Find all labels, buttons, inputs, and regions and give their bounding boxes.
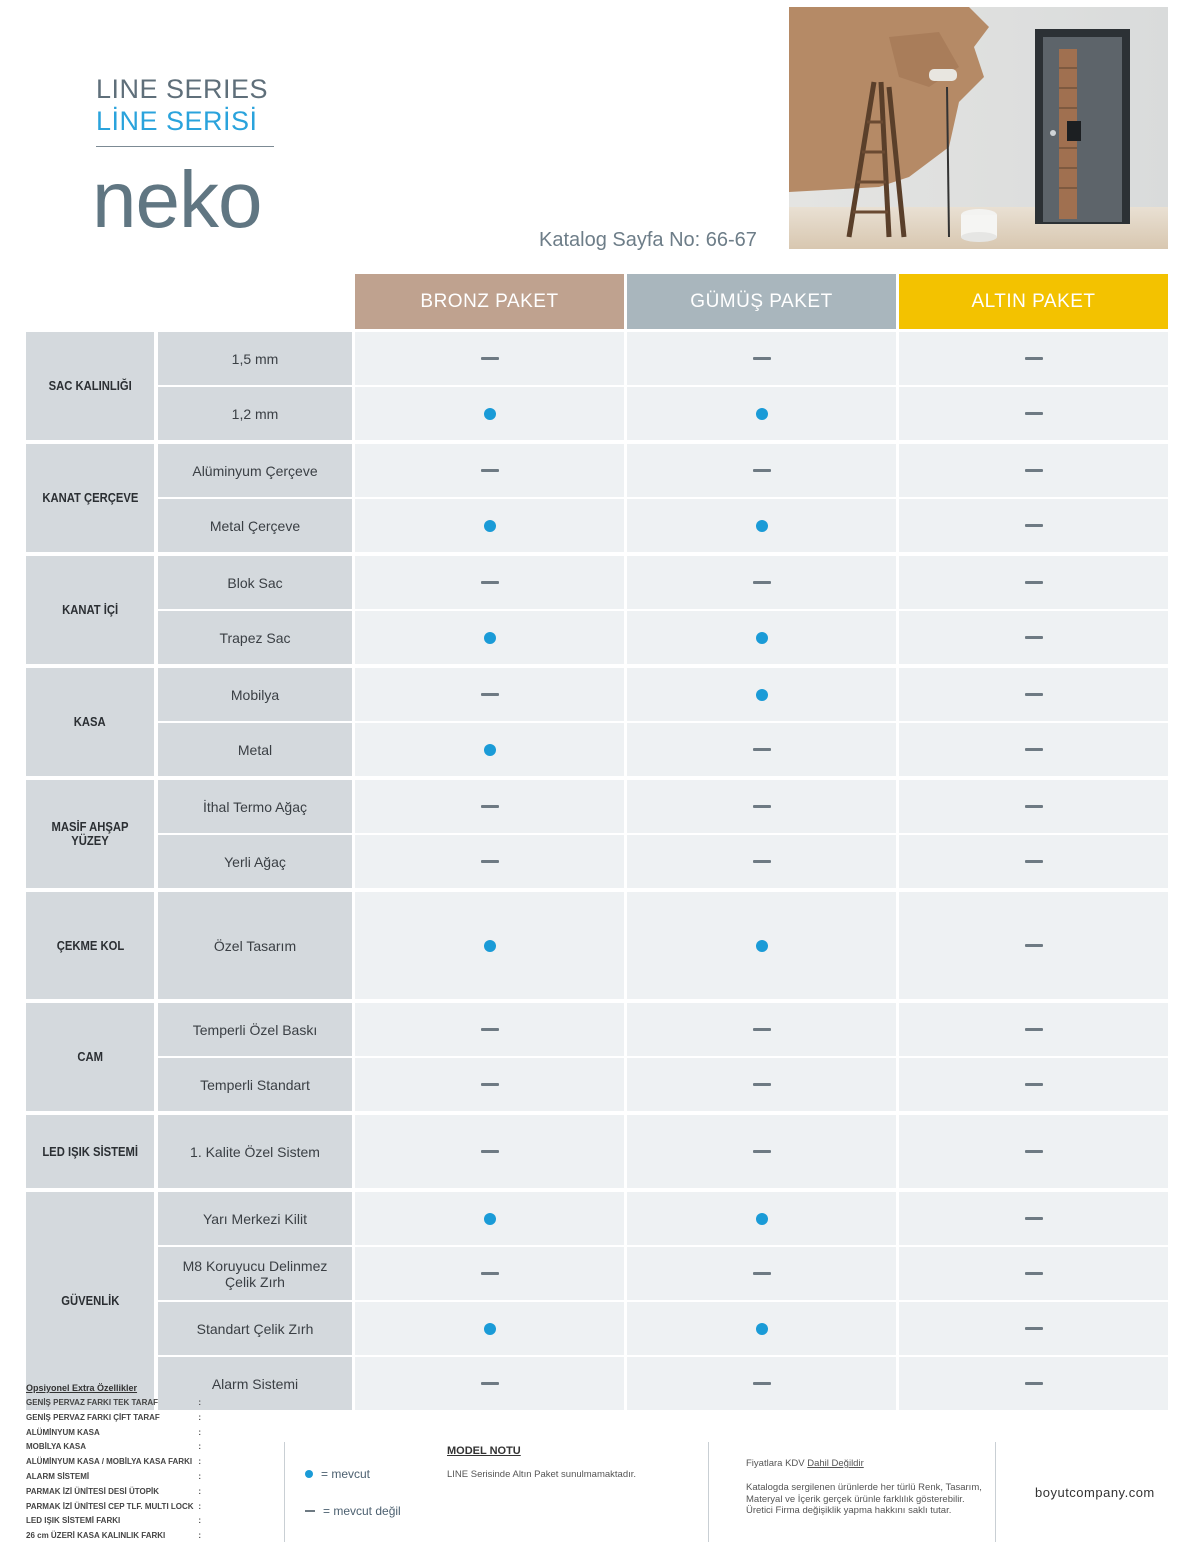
category-label xyxy=(26,668,154,776)
value-cell xyxy=(355,1115,624,1188)
extra-item-separator: : xyxy=(198,1516,201,1526)
not-available-dash-icon xyxy=(1025,805,1043,808)
value-cell xyxy=(627,780,896,833)
feature-label: 1. Kalite Özel Sistem xyxy=(158,1115,352,1188)
extra-item-separator: : xyxy=(198,1427,201,1437)
value-cell xyxy=(627,892,896,999)
title-divider xyxy=(96,146,274,147)
value-cell xyxy=(355,499,624,552)
value-cell xyxy=(899,668,1168,721)
extra-item-label: ALÜMİNYUM KASA / MOBİLYA KASA FARKI xyxy=(26,1457,193,1467)
not-available-dash-icon xyxy=(1025,1382,1043,1385)
available-dot-icon xyxy=(756,632,768,644)
model-note-text: LINE Serisinde Altın Paket sunulmamaktadır. xyxy=(447,1469,637,1480)
available-dot-icon xyxy=(484,408,496,420)
not-available-dash-icon xyxy=(753,860,771,863)
not-available-dash-icon xyxy=(481,581,499,584)
feature-label: Mobilya xyxy=(158,668,352,721)
extra-item xyxy=(26,1442,201,1451)
not-available-dash-icon xyxy=(1025,469,1043,472)
value-cell xyxy=(899,780,1168,833)
value-cell xyxy=(899,556,1168,609)
price-note-prefix: Fiyatlara KDV xyxy=(746,1458,808,1469)
value-cell xyxy=(355,835,624,888)
value-cell xyxy=(355,668,624,721)
feature-label: M8 Koruyucu Delinmez Çelik Zırh xyxy=(158,1247,352,1300)
category-label xyxy=(26,556,154,664)
not-available-dash-icon xyxy=(753,469,771,472)
category-label-text: KANAT İÇİ xyxy=(61,603,119,617)
extra-item-label: PARMAK İZİ ÜNİTESİ DESİ ÜTOPİK xyxy=(26,1486,160,1496)
value-cell xyxy=(899,1357,1168,1410)
category-label xyxy=(26,892,154,999)
available-dot-icon xyxy=(484,632,496,644)
not-available-dash-icon xyxy=(1025,1272,1043,1275)
not-available-dash-icon xyxy=(1025,693,1043,696)
feature-label: Trapez Sac xyxy=(158,611,352,664)
not-available-dash-icon xyxy=(305,1510,315,1512)
value-cell xyxy=(899,387,1168,440)
value-cell xyxy=(627,1192,896,1245)
value-cell xyxy=(627,1357,896,1410)
category-label xyxy=(26,332,154,440)
value-cell xyxy=(899,1192,1168,1245)
footer-divider xyxy=(995,1442,996,1542)
extra-item-label: GENİŞ PERVAZ FARKI ÇİFT TARAF xyxy=(26,1412,160,1422)
available-dot-icon xyxy=(484,744,496,756)
value-cell xyxy=(355,556,624,609)
not-available-dash-icon xyxy=(1025,524,1043,527)
not-available-dash-icon xyxy=(1025,1217,1043,1220)
extra-item xyxy=(26,1398,201,1407)
value-cell xyxy=(355,1302,624,1355)
value-cell xyxy=(355,1192,624,1245)
value-cell xyxy=(355,1247,624,1300)
available-dot-icon xyxy=(484,940,496,952)
package-header-gold: ALTIN PAKET xyxy=(899,274,1168,329)
feature-label: Metal Çerçeve xyxy=(158,499,352,552)
not-available-dash-icon xyxy=(481,1028,499,1031)
value-cell xyxy=(899,892,1168,999)
value-cell xyxy=(355,1058,624,1111)
available-dot-icon xyxy=(484,520,496,532)
extra-item-label: 26 cm ÜZERİ KASA KALINLIK FARKI xyxy=(26,1531,166,1541)
extra-item-separator: : xyxy=(198,1486,201,1496)
value-cell xyxy=(627,1302,896,1355)
value-cell xyxy=(355,1357,624,1410)
feature-label: Alüminyum Çerçeve xyxy=(158,444,352,497)
category-label-text: KASA xyxy=(74,715,106,729)
available-dot-icon xyxy=(756,689,768,701)
not-available-dash-icon xyxy=(753,1150,771,1153)
category-label-text: MASİF AHŞAP YÜZEY xyxy=(51,820,129,848)
footer-divider xyxy=(284,1442,285,1542)
feature-label: Blok Sac xyxy=(158,556,352,609)
not-available-dash-icon xyxy=(481,469,499,472)
feature-label: İthal Termo Ağaç xyxy=(158,780,352,833)
feature-label: Temperli Özel Baskı xyxy=(158,1003,352,1056)
value-cell xyxy=(627,1115,896,1188)
value-cell xyxy=(899,1115,1168,1188)
not-available-dash-icon xyxy=(753,748,771,751)
not-available-dash-icon xyxy=(1025,1083,1043,1086)
not-available-dash-icon xyxy=(481,805,499,808)
legend-not-available xyxy=(305,1504,401,1518)
available-dot-icon xyxy=(756,940,768,952)
extra-item-label: GENİŞ PERVAZ FARKI TEK TARAF xyxy=(26,1398,159,1407)
feature-label: Yerli Ağaç xyxy=(158,835,352,888)
value-cell xyxy=(627,499,896,552)
legend-available-label: = mevcut xyxy=(321,1467,371,1481)
value-cell xyxy=(899,1247,1168,1300)
category-label-text: ÇEKME KOL xyxy=(56,938,124,953)
value-cell xyxy=(355,1003,624,1056)
available-dot-icon xyxy=(756,1323,768,1335)
value-cell xyxy=(627,444,896,497)
extra-item-label: LED IŞIK SİSTEMİ FARKI xyxy=(26,1516,121,1526)
package-header-bronze: BRONZ PAKET xyxy=(355,274,624,329)
legend-not-available-label: = mevcut değil xyxy=(323,1504,401,1518)
available-dot-icon xyxy=(756,1213,768,1225)
not-available-dash-icon xyxy=(1025,860,1043,863)
package-header-silver: GÜMÜŞ PAKET xyxy=(627,274,896,329)
feature-label: 1,2 mm xyxy=(158,387,352,440)
category-label xyxy=(26,1192,154,1410)
feature-label: 1,5 mm xyxy=(158,332,352,385)
extra-item xyxy=(26,1502,201,1511)
value-cell xyxy=(627,1058,896,1111)
value-cell xyxy=(899,723,1168,776)
available-dot-icon xyxy=(484,1323,496,1335)
value-cell xyxy=(899,1302,1168,1355)
model-note-title: MODEL NOTU xyxy=(447,1445,521,1457)
category-label-text: SAC KALINLIĞI xyxy=(48,379,132,393)
category-label xyxy=(26,444,154,552)
extra-item-label: ALÜMİNYUM KASA xyxy=(26,1427,100,1437)
model-name: neko xyxy=(92,155,262,244)
feature-label: Temperli Standart xyxy=(158,1058,352,1111)
feature-label: Alarm Sistemi xyxy=(158,1357,352,1410)
value-cell xyxy=(627,387,896,440)
feature-label: Standart Çelik Zırh xyxy=(158,1302,352,1355)
category-label-text: LED IŞIK SİSTEMİ xyxy=(42,1144,138,1159)
category-label xyxy=(26,1003,154,1111)
value-cell xyxy=(899,332,1168,385)
value-cell xyxy=(627,556,896,609)
extra-item-label: PARMAK İZİ ÜNİTESİ CEP TLF. MULTI LOCK xyxy=(26,1501,194,1511)
extra-item-separator: : xyxy=(198,1501,201,1511)
legend-available xyxy=(305,1467,370,1481)
not-available-dash-icon xyxy=(1025,636,1043,639)
not-available-dash-icon xyxy=(1025,944,1043,947)
extra-item-separator: : xyxy=(198,1457,201,1467)
disclaimer: Katalogda sergilenen ürünlerde her türlü Renk, Tasarım, Materyal ve İçerik gerçek ürünle farklılık gösterebilir. Üretici Firma değişiklik yapma hakkını saklı tutar. xyxy=(746,1482,982,1516)
not-available-dash-icon xyxy=(753,581,771,584)
extra-item-separator: : xyxy=(198,1398,201,1407)
extra-item-label: MOBİLYA KASA xyxy=(26,1442,87,1452)
series-title-tr: LİNE SERİSİ xyxy=(96,106,258,136)
extra-item-separator: : xyxy=(198,1412,201,1422)
not-available-dash-icon xyxy=(753,1028,771,1031)
value-cell xyxy=(355,780,624,833)
category-label xyxy=(26,780,154,888)
value-cell xyxy=(899,835,1168,888)
value-cell xyxy=(899,499,1168,552)
value-cell xyxy=(899,1058,1168,1111)
value-cell xyxy=(899,611,1168,664)
extra-item xyxy=(26,1457,201,1466)
not-available-dash-icon xyxy=(753,357,771,360)
not-available-dash-icon xyxy=(481,1272,499,1275)
extra-item xyxy=(26,1428,201,1437)
value-cell xyxy=(627,611,896,664)
price-note xyxy=(746,1458,864,1469)
value-cell xyxy=(627,1247,896,1300)
not-available-dash-icon xyxy=(481,693,499,696)
not-available-dash-icon xyxy=(481,1083,499,1086)
category-label-text: GÜVENLİK xyxy=(60,1294,120,1308)
available-dot-icon xyxy=(756,520,768,532)
catalog-page-number: Katalog Sayfa No: 66-67 xyxy=(539,229,757,251)
value-cell xyxy=(627,668,896,721)
extras-title: Opsiyonel Extra Özellikler xyxy=(26,1383,138,1393)
extra-item-separator: : xyxy=(198,1531,201,1541)
not-available-dash-icon xyxy=(1025,357,1043,360)
value-cell xyxy=(899,1003,1168,1056)
not-available-dash-icon xyxy=(481,1150,499,1153)
not-available-dash-icon xyxy=(1025,1327,1043,1330)
feature-label: Metal xyxy=(158,723,352,776)
product-photo xyxy=(789,7,1168,249)
footer-divider xyxy=(708,1442,709,1542)
not-available-dash-icon xyxy=(753,1382,771,1385)
extra-item xyxy=(26,1413,201,1422)
not-available-dash-icon xyxy=(481,357,499,360)
extra-item xyxy=(26,1516,201,1525)
extra-item xyxy=(26,1487,201,1496)
value-cell xyxy=(355,892,624,999)
value-cell xyxy=(899,444,1168,497)
category-label-text: CAM xyxy=(77,1050,103,1064)
not-available-dash-icon xyxy=(1025,1028,1043,1031)
value-cell xyxy=(627,1003,896,1056)
not-available-dash-icon xyxy=(753,805,771,808)
extra-item-separator: : xyxy=(198,1442,201,1452)
price-note-underlined: Dahil Değildir xyxy=(807,1458,864,1469)
extra-item-label: ALARM SİSTEMİ xyxy=(26,1472,90,1481)
value-cell xyxy=(355,387,624,440)
not-available-dash-icon xyxy=(1025,412,1043,415)
category-label xyxy=(26,1115,154,1188)
extra-item xyxy=(26,1531,201,1540)
value-cell xyxy=(355,444,624,497)
value-cell xyxy=(627,723,896,776)
available-dot-icon xyxy=(484,1213,496,1225)
available-dot-icon xyxy=(305,1470,313,1478)
not-available-dash-icon xyxy=(1025,748,1043,751)
feature-label: Yarı Merkezi Kilit xyxy=(158,1192,352,1245)
not-available-dash-icon xyxy=(1025,1150,1043,1153)
value-cell xyxy=(627,332,896,385)
value-cell xyxy=(355,332,624,385)
not-available-dash-icon xyxy=(1025,581,1043,584)
not-available-dash-icon xyxy=(481,1382,499,1385)
feature-label: Özel Tasarım xyxy=(158,892,352,999)
value-cell xyxy=(355,723,624,776)
available-dot-icon xyxy=(756,408,768,420)
value-cell xyxy=(355,611,624,664)
not-available-dash-icon xyxy=(753,1083,771,1086)
website-link[interactable]: boyutcompany.com xyxy=(1035,1485,1155,1500)
not-available-dash-icon xyxy=(753,1272,771,1275)
category-label-text: KANAT ÇERÇEVE xyxy=(41,491,139,505)
extra-item xyxy=(26,1472,201,1481)
extra-item-separator: : xyxy=(198,1472,201,1481)
not-available-dash-icon xyxy=(481,860,499,863)
series-title-en: LINE SERIES xyxy=(96,74,269,104)
value-cell xyxy=(627,835,896,888)
